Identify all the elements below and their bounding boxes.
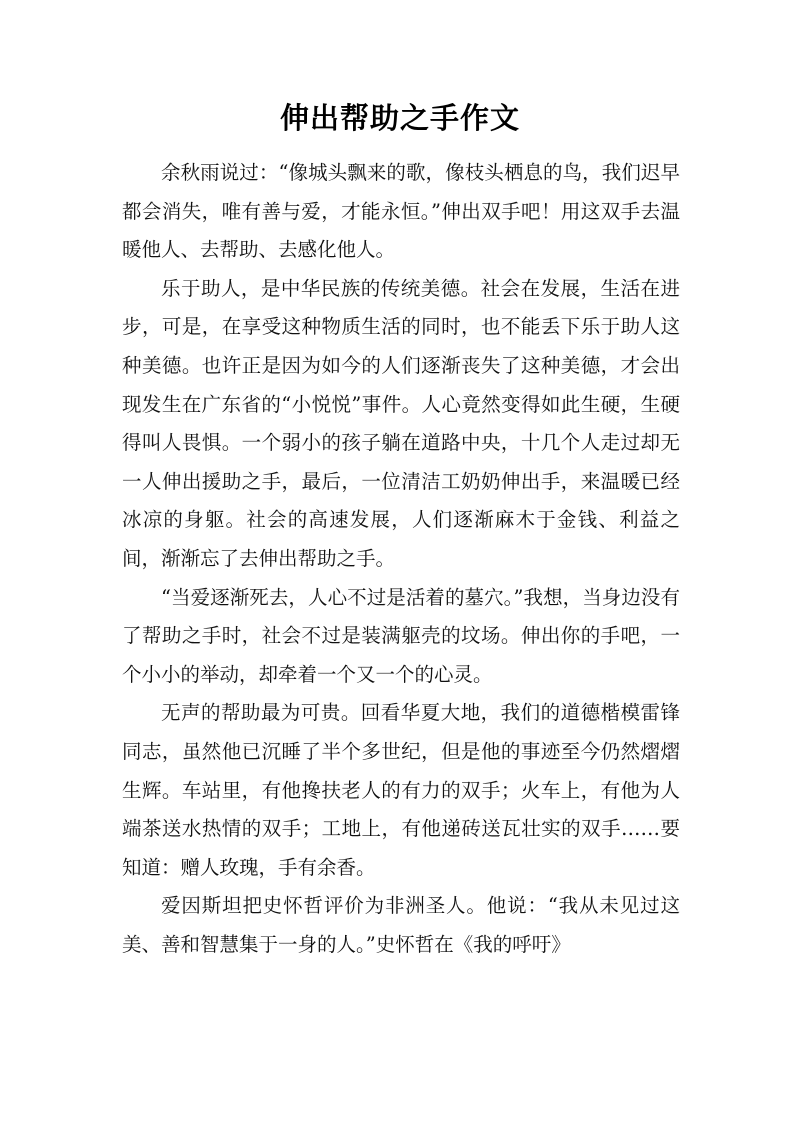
- paragraph-1: 余秋雨说过：“像城头飘来的歌，像枝头栖息的鸟，我们迟早都会消失，唯有善与爱，才能永恒。”伸出双手吧！用这双手去温暖他人、去帮助、去感化他人。: [122, 161, 680, 262]
- paragraph-5: 爱因斯坦把史怀哲评价为非洲圣人。他说：“我从未见过这美、善和智慧集于一身的人。”史怀哲在《我的呼吁》: [122, 894, 680, 956]
- paragraph-2: 乐于助人，是中华民族的传统美德。社会在发展，生活在进步，可是，在享受这种物质生活的同时，也不能丢下乐于助人这种美德。也许正是因为如今的人们逐渐丧失了这种美德，才会出现发生在广东省的“小悦悦”事件。人心竟然变得如此生硬，生硬得叫人畏惧。一个弱小的孩子躺在道路中央，十几个人走过却无一人伸出援助之手，最后，一位清洁工奶奶伸出手，来温暖已经冰凉的身躯。社会的高速发展，人们逐渐麻木于金钱、利益之间，渐渐忘了去伸出帮助之手。: [122, 276, 680, 570]
- document-body: [122, 154, 680, 964]
- paragraph-4: 无声的帮助最为可贵。回看华夏大地，我们的道德楷模雷锋同志，虽然他已沉睡了半个多世纪，但是他的事迹至今仍然熠熠生辉。车站里，有他搀扶老人的有力的双手；火车上，有他为人端茶送水热情的双手；工地上，有他递砖送瓦壮实的双手……要知道：赠人玫瑰，手有余香。: [122, 701, 680, 879]
- document-title: 伸出帮助之手作文: [279, 101, 520, 135]
- paragraph-3: “当爱逐渐死去，人心不过是活着的墓穴。”我想，当身边没有了帮助之手时，社会不过是装满躯壳的坟场。伸出你的手吧，一个小小的举动，却牵着一个又一个的心灵。: [122, 585, 680, 686]
